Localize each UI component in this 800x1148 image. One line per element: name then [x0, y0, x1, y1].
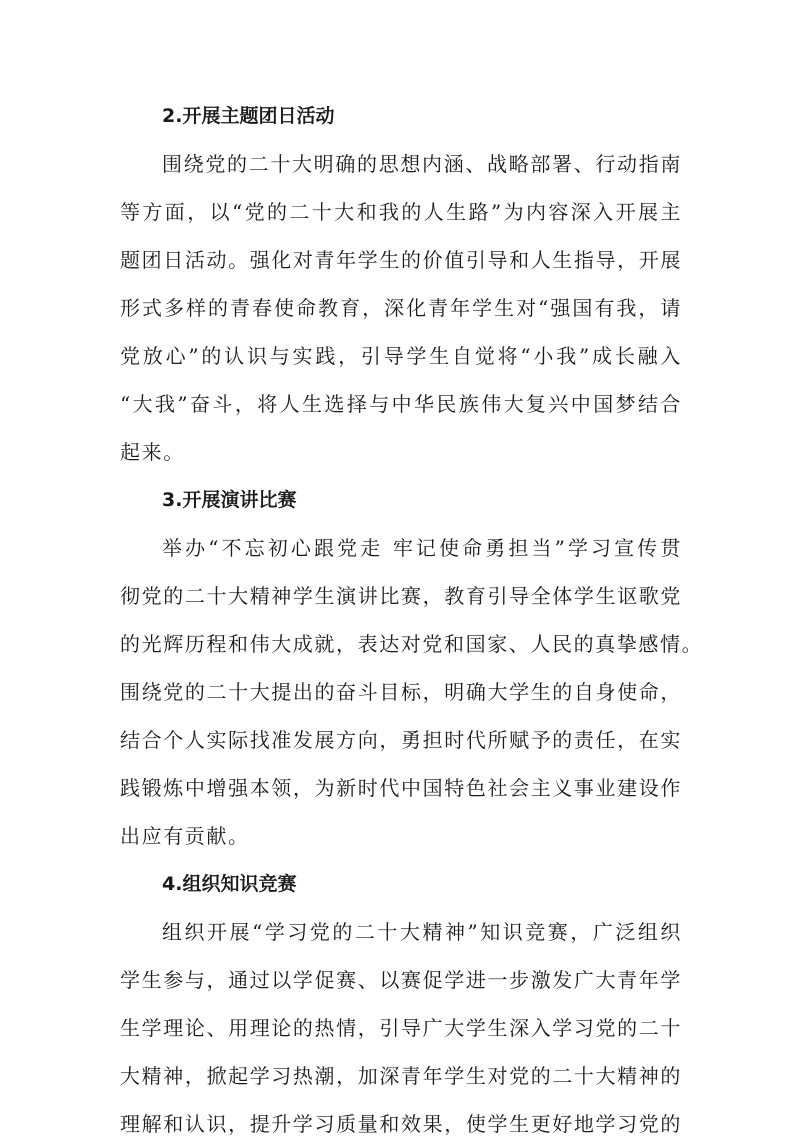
paragraph-line: 举办“不忘初心跟党走 牢记使命勇担当”学习宣传贯: [162, 536, 682, 560]
paragraph-line: 形式多样的青春使命教育，深化青年学生对“强国有我，请: [120, 296, 682, 320]
paragraph-line: 理解和认识，提升学习质量和效果，使学生更好地学习党的: [120, 1112, 682, 1136]
section-paragraph: [120, 524, 704, 860]
section-heading: 2.开展主题团日活动: [162, 105, 335, 127]
section-heading: 4.组织知识竞赛: [162, 873, 297, 895]
paragraph-line: 题团日活动。强化对青年学生的价值引导和人生指导，开展: [120, 248, 682, 272]
section-paragraph: [120, 908, 682, 1148]
section-heading: 3.开展演讲比赛: [162, 489, 297, 511]
paragraph-line: 大精神，掀起学习热潮，加深青年学生对党的二十大精神的: [120, 1064, 682, 1088]
paragraph-line: 起来。: [120, 440, 185, 464]
paragraph-line: 结合个人实际找准发展方向，勇担时代所赋予的责任，在实: [120, 728, 682, 752]
paragraph-line: 等方面，以“党的二十大和我的人生路”为内容深入开展主: [120, 200, 682, 224]
document-page: [120, 92, 704, 1148]
paragraph-line: 围绕党的二十大提出的奋斗目标，明确大学生的自身使命，: [120, 680, 682, 704]
paragraph-line: 彻党的二十大精神学生演讲比赛，教育引导全体学生讴歌党: [120, 584, 682, 608]
paragraph-line: 组织开展“学习党的二十大精神”知识竞赛，广泛组织: [162, 920, 682, 944]
paragraph-line: 践锻炼中增强本领，为新时代中国特色社会主义事业建设作: [120, 776, 682, 800]
paragraph-line: 党放心”的认识与实践，引导学生自觉将“小我”成长融入: [120, 344, 682, 368]
paragraph-line: 学生参与，通过以学促赛、以赛促学进一步激发广大青年学: [120, 968, 682, 992]
paragraph-line: “大我”奋斗，将人生选择与中华民族伟大复兴中国梦结合: [120, 392, 682, 416]
paragraph-line: 出应有贡献。: [120, 824, 250, 848]
paragraph-line: 围绕党的二十大明确的思想内涵、战略部署、行动指南: [162, 152, 682, 176]
section-paragraph: [120, 140, 682, 476]
paragraph-line: 生学理论、用理论的热情，引导广大学生深入学习党的二十: [120, 1016, 682, 1040]
paragraph-line: 的光辉历程和伟大成就，表达对党和国家、人民的真挚感情。: [120, 632, 704, 656]
